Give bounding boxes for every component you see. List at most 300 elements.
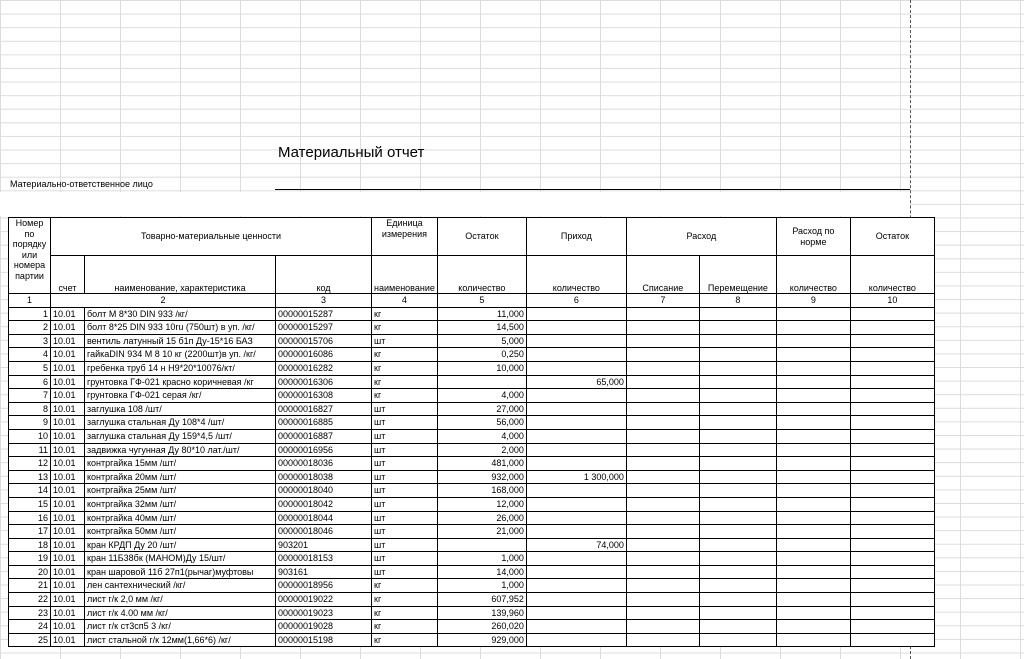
transfer-cell[interactable] bbox=[699, 511, 776, 525]
account-cell[interactable]: 10.01 bbox=[51, 402, 85, 416]
receipt-qty-cell[interactable] bbox=[526, 579, 626, 593]
closing-balance-cell[interactable] bbox=[850, 348, 934, 362]
row-number-cell[interactable]: 12 bbox=[9, 457, 51, 471]
closing-balance-cell[interactable] bbox=[850, 525, 934, 539]
account-cell[interactable]: 10.01 bbox=[51, 525, 85, 539]
transfer-cell[interactable] bbox=[699, 457, 776, 471]
receipt-qty-cell[interactable] bbox=[526, 633, 626, 647]
transfer-cell[interactable] bbox=[699, 389, 776, 403]
header-prihod: Приход bbox=[526, 218, 626, 256]
account-cell[interactable]: 10.01 bbox=[51, 416, 85, 430]
write-off-cell[interactable] bbox=[626, 389, 699, 403]
write-off-cell[interactable] bbox=[626, 511, 699, 525]
balance-qty-cell[interactable]: 21,000 bbox=[437, 525, 526, 539]
norm-expense-cell[interactable] bbox=[776, 579, 850, 593]
row-number-cell[interactable]: 20 bbox=[9, 565, 51, 579]
balance-qty-cell[interactable]: 4,000 bbox=[437, 389, 526, 403]
balance-qty-cell[interactable] bbox=[437, 538, 526, 552]
transfer-cell[interactable] bbox=[699, 334, 776, 348]
item-name-cell[interactable]: лист стальной г/к 12мм(1,66*6) /кг/ bbox=[85, 633, 276, 647]
account-cell[interactable]: 10.01 bbox=[51, 579, 85, 593]
item-code-cell[interactable]: 00000015706 bbox=[276, 334, 372, 348]
col-number: 4 bbox=[372, 294, 438, 308]
item-name-cell[interactable]: вентиль латунный 15 б1п Ду-15*16 БАЗ bbox=[85, 334, 276, 348]
row-number-cell[interactable]: 24 bbox=[9, 620, 51, 634]
norm-expense-cell[interactable] bbox=[776, 606, 850, 620]
norm-expense-cell[interactable] bbox=[776, 361, 850, 375]
unit-cell[interactable]: шт bbox=[372, 511, 438, 525]
unit-cell[interactable]: шт bbox=[372, 429, 438, 443]
account-cell[interactable]: 10.01 bbox=[51, 620, 85, 634]
item-code-cell[interactable]: 903201 bbox=[276, 538, 372, 552]
balance-qty-cell[interactable]: 14,000 bbox=[437, 565, 526, 579]
write-off-cell[interactable] bbox=[626, 538, 699, 552]
balance-qty-cell[interactable]: 26,000 bbox=[437, 511, 526, 525]
account-cell[interactable]: 10.01 bbox=[51, 334, 85, 348]
col-number: 5 bbox=[437, 294, 526, 308]
unit-cell[interactable]: кг bbox=[372, 375, 438, 389]
write-off-cell[interactable] bbox=[626, 443, 699, 457]
norm-expense-cell[interactable] bbox=[776, 620, 850, 634]
norm-expense-cell[interactable] bbox=[776, 321, 850, 335]
table-row bbox=[9, 593, 935, 607]
item-name-cell[interactable]: кран 11Б38бк (МАНОМ)Ду 15/шт/ bbox=[85, 552, 276, 566]
table-row bbox=[9, 348, 935, 362]
balance-qty-cell[interactable]: 929,000 bbox=[437, 633, 526, 647]
unit-cell[interactable]: шт bbox=[372, 416, 438, 430]
write-off-cell[interactable] bbox=[626, 579, 699, 593]
row-number-cell[interactable]: 23 bbox=[9, 606, 51, 620]
write-off-cell[interactable] bbox=[626, 334, 699, 348]
col-number: 2 bbox=[51, 294, 276, 308]
closing-balance-cell[interactable] bbox=[850, 416, 934, 430]
table-row bbox=[9, 334, 935, 348]
table-row bbox=[9, 389, 935, 403]
closing-balance-cell[interactable] bbox=[850, 593, 934, 607]
closing-balance-cell[interactable] bbox=[850, 511, 934, 525]
row-number-cell[interactable]: 3 bbox=[9, 334, 51, 348]
table-row bbox=[9, 484, 935, 498]
account-cell[interactable]: 10.01 bbox=[51, 429, 85, 443]
receipt-qty-cell[interactable] bbox=[526, 361, 626, 375]
receipt-qty-cell[interactable] bbox=[526, 552, 626, 566]
unit-cell[interactable]: шт bbox=[372, 402, 438, 416]
balance-qty-cell[interactable]: 481,000 bbox=[437, 457, 526, 471]
closing-balance-cell[interactable] bbox=[850, 375, 934, 389]
balance-qty-cell[interactable]: 10,000 bbox=[437, 361, 526, 375]
norm-expense-cell[interactable] bbox=[776, 416, 850, 430]
closing-balance-cell[interactable] bbox=[850, 538, 934, 552]
row-number-cell[interactable]: 13 bbox=[9, 470, 51, 484]
norm-expense-cell[interactable] bbox=[776, 429, 850, 443]
norm-expense-cell[interactable] bbox=[776, 565, 850, 579]
item-code-cell[interactable]: 00000019028 bbox=[276, 620, 372, 634]
transfer-cell[interactable] bbox=[699, 402, 776, 416]
closing-balance-cell[interactable] bbox=[850, 361, 934, 375]
account-cell[interactable]: 10.01 bbox=[51, 321, 85, 335]
norm-expense-cell[interactable] bbox=[776, 538, 850, 552]
write-off-cell[interactable] bbox=[626, 470, 699, 484]
item-name-cell[interactable]: лист г/к ст3сп5 3 /кг/ bbox=[85, 620, 276, 634]
item-code-cell[interactable]: 00000016308 bbox=[276, 389, 372, 403]
row-number-cell[interactable]: 17 bbox=[9, 525, 51, 539]
transfer-cell[interactable] bbox=[699, 552, 776, 566]
closing-balance-cell[interactable] bbox=[850, 307, 934, 321]
unit-cell[interactable]: шт bbox=[372, 525, 438, 539]
unit-cell[interactable]: кг bbox=[372, 579, 438, 593]
col-number: 3 bbox=[276, 294, 372, 308]
write-off-cell[interactable] bbox=[626, 416, 699, 430]
unit-cell[interactable]: кг bbox=[372, 593, 438, 607]
item-name-cell[interactable]: грунтовка ГФ-021 красно коричневая /кг bbox=[85, 375, 276, 389]
norm-expense-cell[interactable] bbox=[776, 593, 850, 607]
transfer-cell[interactable] bbox=[699, 497, 776, 511]
account-cell[interactable]: 10.01 bbox=[51, 348, 85, 362]
row-number-cell[interactable]: 1 bbox=[9, 307, 51, 321]
balance-qty-cell[interactable]: 932,000 bbox=[437, 470, 526, 484]
item-code-cell[interactable]: 00000015287 bbox=[276, 307, 372, 321]
row-number-cell[interactable]: 2 bbox=[9, 321, 51, 335]
row-number-cell[interactable]: 14 bbox=[9, 484, 51, 498]
closing-balance-cell[interactable] bbox=[850, 484, 934, 498]
receipt-qty-cell[interactable] bbox=[526, 525, 626, 539]
receipt-qty-cell[interactable] bbox=[526, 402, 626, 416]
item-code-cell[interactable]: 00000019023 bbox=[276, 606, 372, 620]
write-off-cell[interactable] bbox=[626, 402, 699, 416]
unit-cell[interactable]: шт bbox=[372, 470, 438, 484]
closing-balance-cell[interactable] bbox=[850, 552, 934, 566]
receipt-qty-cell[interactable] bbox=[526, 348, 626, 362]
norm-expense-cell[interactable] bbox=[776, 402, 850, 416]
transfer-cell[interactable] bbox=[699, 321, 776, 335]
item-code-cell[interactable]: 00000016956 bbox=[276, 443, 372, 457]
transfer-cell[interactable] bbox=[699, 606, 776, 620]
unit-cell[interactable]: шт bbox=[372, 538, 438, 552]
norm-expense-cell[interactable] bbox=[776, 375, 850, 389]
write-off-cell[interactable] bbox=[626, 552, 699, 566]
transfer-cell[interactable] bbox=[699, 633, 776, 647]
closing-balance-cell[interactable] bbox=[850, 321, 934, 335]
row-number-cell[interactable]: 10 bbox=[9, 429, 51, 443]
item-name-cell[interactable]: гайкаDIN 934 М 8 10 кг (2200шт)в уп. /кг/ bbox=[85, 348, 276, 362]
receipt-qty-cell[interactable] bbox=[526, 389, 626, 403]
unit-cell[interactable]: шт bbox=[372, 565, 438, 579]
item-code-cell[interactable]: 00000018153 bbox=[276, 552, 372, 566]
closing-balance-cell[interactable] bbox=[850, 443, 934, 457]
balance-qty-cell[interactable]: 11,000 bbox=[437, 307, 526, 321]
balance-qty-cell[interactable]: 4,000 bbox=[437, 429, 526, 443]
balance-qty-cell[interactable]: 56,000 bbox=[437, 416, 526, 430]
row-number-cell[interactable]: 18 bbox=[9, 538, 51, 552]
item-name-cell[interactable]: кран шаровой 11б 27п1(рычаг)муфтовы bbox=[85, 565, 276, 579]
unit-cell[interactable]: шт bbox=[372, 457, 438, 471]
account-cell[interactable]: 10.01 bbox=[51, 307, 85, 321]
closing-balance-cell[interactable] bbox=[850, 470, 934, 484]
row-number-cell[interactable]: 9 bbox=[9, 416, 51, 430]
closing-balance-cell[interactable] bbox=[850, 457, 934, 471]
col-number: 8 bbox=[699, 294, 776, 308]
item-name-cell[interactable]: лист г/к 4.00 мм /кг/ bbox=[85, 606, 276, 620]
row-number-cell[interactable]: 19 bbox=[9, 552, 51, 566]
header-peremeshenie: Перемещение bbox=[699, 256, 776, 294]
table-row bbox=[9, 538, 935, 552]
balance-qty-cell[interactable]: 5,000 bbox=[437, 334, 526, 348]
unit-cell[interactable]: кг bbox=[372, 361, 438, 375]
item-code-cell[interactable]: 00000018036 bbox=[276, 457, 372, 471]
balance-qty-cell[interactable]: 1,000 bbox=[437, 552, 526, 566]
unit-cell[interactable]: кг bbox=[372, 307, 438, 321]
norm-expense-cell[interactable] bbox=[776, 334, 850, 348]
balance-qty-cell[interactable]: 14,500 bbox=[437, 321, 526, 335]
item-name-cell[interactable]: гребенка труб 14 н Н9*20*10076/кт/ bbox=[85, 361, 276, 375]
item-code-cell[interactable]: 00000015297 bbox=[276, 321, 372, 335]
closing-balance-cell[interactable] bbox=[850, 565, 934, 579]
receipt-qty-cell[interactable] bbox=[526, 416, 626, 430]
write-off-cell[interactable] bbox=[626, 375, 699, 389]
receipt-qty-cell[interactable] bbox=[526, 321, 626, 335]
row-number-cell[interactable]: 7 bbox=[9, 389, 51, 403]
item-code-cell[interactable]: 00000016086 bbox=[276, 348, 372, 362]
receipt-qty-cell[interactable] bbox=[526, 334, 626, 348]
closing-balance-cell[interactable] bbox=[850, 402, 934, 416]
unit-cell[interactable]: кг bbox=[372, 389, 438, 403]
norm-expense-cell[interactable] bbox=[776, 633, 850, 647]
unit-cell[interactable]: кг bbox=[372, 606, 438, 620]
row-number-cell[interactable]: 6 bbox=[9, 375, 51, 389]
closing-balance-cell[interactable] bbox=[850, 620, 934, 634]
account-cell[interactable]: 10.01 bbox=[51, 375, 85, 389]
receipt-qty-cell[interactable]: 74,000 bbox=[526, 538, 626, 552]
transfer-cell[interactable] bbox=[699, 579, 776, 593]
account-cell[interactable]: 10.01 bbox=[51, 606, 85, 620]
row-number-cell[interactable]: 21 bbox=[9, 579, 51, 593]
account-cell[interactable]: 10.01 bbox=[51, 511, 85, 525]
item-name-cell[interactable]: лист г/к 2,0 мм /кг/ bbox=[85, 593, 276, 607]
receipt-qty-cell[interactable]: 1 300,000 bbox=[526, 470, 626, 484]
table-row bbox=[9, 525, 935, 539]
unit-cell[interactable]: шт bbox=[372, 552, 438, 566]
write-off-cell[interactable] bbox=[626, 620, 699, 634]
norm-expense-cell[interactable] bbox=[776, 470, 850, 484]
item-code-cell[interactable]: 00000016282 bbox=[276, 361, 372, 375]
transfer-cell[interactable] bbox=[699, 416, 776, 430]
table-row bbox=[9, 361, 935, 375]
unit-cell[interactable]: кг bbox=[372, 633, 438, 647]
norm-expense-cell[interactable] bbox=[776, 389, 850, 403]
write-off-cell[interactable] bbox=[626, 565, 699, 579]
col-number: 1 bbox=[9, 294, 51, 308]
header-tmc: Товарно-материальные ценности bbox=[51, 218, 372, 256]
balance-qty-cell[interactable]: 260,020 bbox=[437, 620, 526, 634]
row-number-cell[interactable]: 15 bbox=[9, 497, 51, 511]
write-off-cell[interactable] bbox=[626, 307, 699, 321]
unit-cell[interactable]: шт bbox=[372, 484, 438, 498]
receipt-qty-cell[interactable] bbox=[526, 307, 626, 321]
transfer-cell[interactable] bbox=[699, 620, 776, 634]
closing-balance-cell[interactable] bbox=[850, 429, 934, 443]
norm-expense-cell[interactable] bbox=[776, 552, 850, 566]
transfer-cell[interactable] bbox=[699, 361, 776, 375]
item-name-cell[interactable]: кран КРДП Ду 20 /шт/ bbox=[85, 538, 276, 552]
norm-expense-cell[interactable] bbox=[776, 484, 850, 498]
row-number-cell[interactable]: 11 bbox=[9, 443, 51, 457]
norm-expense-cell[interactable] bbox=[776, 511, 850, 525]
norm-expense-cell[interactable] bbox=[776, 525, 850, 539]
write-off-cell[interactable] bbox=[626, 484, 699, 498]
column-number-row bbox=[9, 294, 935, 308]
norm-expense-cell[interactable] bbox=[776, 307, 850, 321]
closing-balance-cell[interactable] bbox=[850, 606, 934, 620]
item-code-cell[interactable]: 00000015198 bbox=[276, 633, 372, 647]
write-off-cell[interactable] bbox=[626, 593, 699, 607]
account-cell[interactable]: 10.01 bbox=[51, 389, 85, 403]
balance-qty-cell[interactable]: 607,952 bbox=[437, 593, 526, 607]
item-code-cell[interactable]: 00000016885 bbox=[276, 416, 372, 430]
table-row bbox=[9, 429, 935, 443]
receipt-qty-cell[interactable] bbox=[526, 606, 626, 620]
norm-expense-cell[interactable] bbox=[776, 348, 850, 362]
item-code-cell[interactable]: 00000018040 bbox=[276, 484, 372, 498]
account-cell[interactable]: 10.01 bbox=[51, 497, 85, 511]
balance-qty-cell[interactable]: 12,000 bbox=[437, 497, 526, 511]
receipt-qty-cell[interactable] bbox=[526, 443, 626, 457]
transfer-cell[interactable] bbox=[699, 565, 776, 579]
item-code-cell[interactable]: 00000019022 bbox=[276, 593, 372, 607]
closing-balance-cell[interactable] bbox=[850, 497, 934, 511]
norm-expense-cell[interactable] bbox=[776, 497, 850, 511]
unit-cell[interactable]: шт bbox=[372, 497, 438, 511]
receipt-qty-cell[interactable] bbox=[526, 497, 626, 511]
write-off-cell[interactable] bbox=[626, 633, 699, 647]
transfer-cell[interactable] bbox=[699, 375, 776, 389]
write-off-cell[interactable] bbox=[626, 321, 699, 335]
account-cell[interactable]: 10.01 bbox=[51, 361, 85, 375]
account-cell[interactable]: 10.01 bbox=[51, 484, 85, 498]
balance-qty-cell[interactable]: 168,000 bbox=[437, 484, 526, 498]
col-number: 10 bbox=[850, 294, 934, 308]
transfer-cell[interactable] bbox=[699, 484, 776, 498]
item-name-cell[interactable]: заглушка стальная Ду 159*4,5 /шт/ bbox=[85, 429, 276, 443]
receipt-qty-cell[interactable] bbox=[526, 457, 626, 471]
item-name-cell[interactable]: грунтовка ГФ-021 серая /кг/ bbox=[85, 389, 276, 403]
write-off-cell[interactable] bbox=[626, 497, 699, 511]
account-cell[interactable]: 10.01 bbox=[51, 457, 85, 471]
receipt-qty-cell[interactable] bbox=[526, 484, 626, 498]
unit-cell[interactable]: кг bbox=[372, 620, 438, 634]
row-number-cell[interactable]: 25 bbox=[9, 633, 51, 647]
item-name-cell[interactable]: болт М 8*30 DIN 933 /кг/ bbox=[85, 307, 276, 321]
item-name-cell[interactable]: заглушка 108 /шт/ bbox=[85, 402, 276, 416]
transfer-cell[interactable] bbox=[699, 348, 776, 362]
closing-balance-cell[interactable] bbox=[850, 633, 934, 647]
item-code-cell[interactable]: 00000018046 bbox=[276, 525, 372, 539]
table-row bbox=[9, 402, 935, 416]
item-name-cell[interactable]: болт 8*25 DIN 933 10ru (750шт) в уп. /кг/ bbox=[85, 321, 276, 335]
item-name-cell[interactable]: лен сантехнический /кг/ bbox=[85, 579, 276, 593]
receipt-qty-cell[interactable]: 65,000 bbox=[526, 375, 626, 389]
balance-qty-cell[interactable]: 27,000 bbox=[437, 402, 526, 416]
item-name-cell[interactable]: контргайка 32мм /шт/ bbox=[85, 497, 276, 511]
item-name-cell[interactable]: контргайка 20мм /шт/ bbox=[85, 470, 276, 484]
item-code-cell[interactable]: 00000016827 bbox=[276, 402, 372, 416]
header-prihod-qty: количество bbox=[526, 256, 626, 294]
col-number: 6 bbox=[526, 294, 626, 308]
transfer-cell[interactable] bbox=[699, 429, 776, 443]
unit-cell[interactable]: шт bbox=[372, 334, 438, 348]
row-number-cell[interactable]: 22 bbox=[9, 593, 51, 607]
account-cell[interactable]: 10.01 bbox=[51, 593, 85, 607]
row-number-cell[interactable]: 16 bbox=[9, 511, 51, 525]
transfer-cell[interactable] bbox=[699, 307, 776, 321]
norm-expense-cell[interactable] bbox=[776, 443, 850, 457]
account-cell[interactable]: 10.01 bbox=[51, 633, 85, 647]
item-name-cell[interactable]: контргайка 25мм /шт/ bbox=[85, 484, 276, 498]
receipt-qty-cell[interactable] bbox=[526, 565, 626, 579]
transfer-cell[interactable] bbox=[699, 525, 776, 539]
account-cell[interactable]: 10.01 bbox=[51, 538, 85, 552]
transfer-cell[interactable] bbox=[699, 593, 776, 607]
balance-qty-cell[interactable]: 2,000 bbox=[437, 443, 526, 457]
closing-balance-cell[interactable] bbox=[850, 334, 934, 348]
item-code-cell[interactable]: 00000016887 bbox=[276, 429, 372, 443]
balance-qty-cell[interactable]: 1,000 bbox=[437, 579, 526, 593]
receipt-qty-cell[interactable] bbox=[526, 620, 626, 634]
unit-cell[interactable]: кг bbox=[372, 348, 438, 362]
item-code-cell[interactable]: 00000018038 bbox=[276, 470, 372, 484]
write-off-cell[interactable] bbox=[626, 525, 699, 539]
write-off-cell[interactable] bbox=[626, 429, 699, 443]
account-cell[interactable]: 10.01 bbox=[51, 443, 85, 457]
closing-balance-cell[interactable] bbox=[850, 389, 934, 403]
receipt-qty-cell[interactable] bbox=[526, 429, 626, 443]
account-cell[interactable]: 10.01 bbox=[51, 552, 85, 566]
item-code-cell[interactable]: 00000018956 bbox=[276, 579, 372, 593]
transfer-cell[interactable] bbox=[699, 443, 776, 457]
balance-qty-cell[interactable]: 0,250 bbox=[437, 348, 526, 362]
account-cell[interactable]: 10.01 bbox=[51, 565, 85, 579]
row-number-cell[interactable]: 5 bbox=[9, 361, 51, 375]
balance-qty-cell[interactable]: 139,960 bbox=[437, 606, 526, 620]
row-number-cell[interactable]: 8 bbox=[9, 402, 51, 416]
transfer-cell[interactable] bbox=[699, 470, 776, 484]
write-off-cell[interactable] bbox=[626, 457, 699, 471]
item-name-cell[interactable]: задвижка чугунная Ду 80*10 лат./шт/ bbox=[85, 443, 276, 457]
unit-cell[interactable]: кг bbox=[372, 321, 438, 335]
transfer-cell[interactable] bbox=[699, 538, 776, 552]
receipt-qty-cell[interactable] bbox=[526, 593, 626, 607]
account-cell[interactable]: 10.01 bbox=[51, 470, 85, 484]
write-off-cell[interactable] bbox=[626, 361, 699, 375]
item-name-cell[interactable]: заглушка стальная Ду 108*4 /шт/ bbox=[85, 416, 276, 430]
row-number-cell[interactable]: 4 bbox=[9, 348, 51, 362]
item-name-cell[interactable]: контргайка 50мм /шт/ bbox=[85, 525, 276, 539]
header-code: код bbox=[276, 256, 372, 294]
write-off-cell[interactable] bbox=[626, 606, 699, 620]
item-code-cell[interactable]: 00000018042 bbox=[276, 497, 372, 511]
unit-cell[interactable]: шт bbox=[372, 443, 438, 457]
item-code-cell[interactable]: 00000016306 bbox=[276, 375, 372, 389]
receipt-qty-cell[interactable] bbox=[526, 511, 626, 525]
item-code-cell[interactable]: 00000018044 bbox=[276, 511, 372, 525]
col-number: 7 bbox=[626, 294, 699, 308]
write-off-cell[interactable] bbox=[626, 348, 699, 362]
item-name-cell[interactable]: контргайка 40мм /шт/ bbox=[85, 511, 276, 525]
item-code-cell[interactable]: 903161 bbox=[276, 565, 372, 579]
closing-balance-cell[interactable] bbox=[850, 579, 934, 593]
item-name-cell[interactable]: контргайка 15мм /шт/ bbox=[85, 457, 276, 471]
balance-qty-cell[interactable] bbox=[437, 375, 526, 389]
norm-expense-cell[interactable] bbox=[776, 457, 850, 471]
